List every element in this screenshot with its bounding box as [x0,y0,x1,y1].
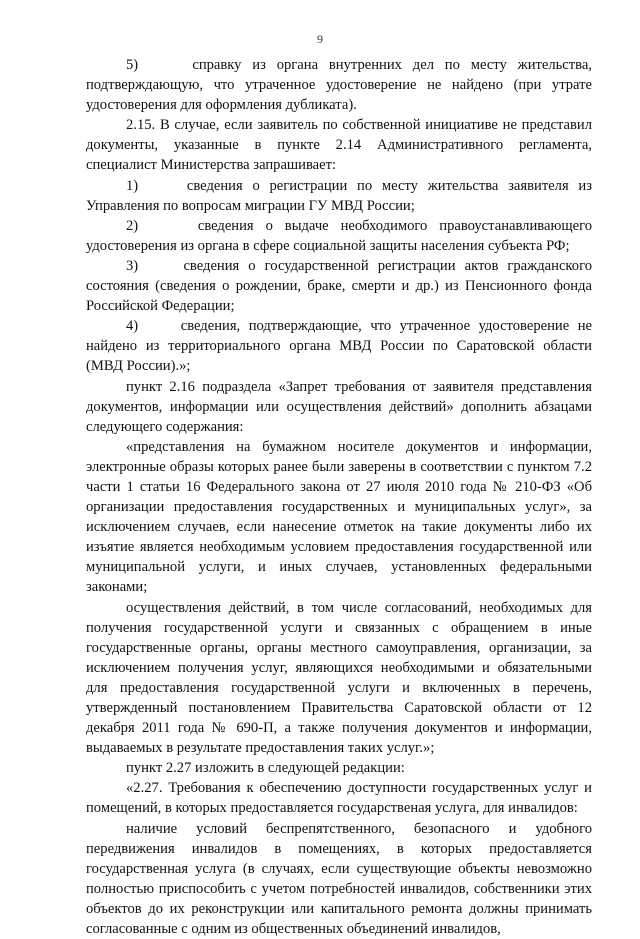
paragraph-accessibility-conditions: наличие условий беспрепятственного, безопасного и удобного передвижения инвалидов в помещениях, в которых предоставляется государственная услуга (в случаях, если существующие объекты невозможно полностью приспособить с учетом потребностей инвалидов, собственники этих объектов до их реконструкции или капитального ремонта должны принимать согласованные с одним из общественных объединений инвалидов, [86,820,592,938]
paragraph-clause-2-16: пункт 2.16 подраздела «Запрет требования от заявителя представления документов, информации или осуществления действий» дополнить абзацами следующего содержания: [86,378,592,435]
paragraph-paper-documents: «представления на бумажном носителе документов и информации, электронные образы которых ранее были заверены в соответствии с пунктом 7.2 части 1 статьи 16 Федерального закона от 27 июля 2010 года № 210-ФЗ «Об организации предоставления государственных и муниципальных услуг», за исключением случаев, если нанесение отметок на такие документы либо их изъятие является необходимым условием предоставления государственной или муниципальной услуги, и иных случаев, установленных федеральными законами; [86,438,592,596]
paragraph-item-3-civil-status: 3) сведения о государственной регистрации актов гражданского состояния (сведения о рождении, браке, смерти и др.) из Пенсионного фонда Российской Федерации; [86,257,592,315]
paragraph-2-15: 2.15. В случае, если заявитель по собственной инициативе не представил документы, указанные в пункте 2.14 Административного регламента, специалист Министерства запрашивает: [86,117,592,174]
paragraph-item-4-lost-certificate: 4) сведения, подтверждающие, что утраченное удостоверение не найдено из территориального органа МВД России по Саратовской области (МВД России).»; [86,318,592,375]
paragraph-clause-2-27-intro: пункт 2.27 изложить в следующей редакции: [126,760,405,777]
paragraph-item-5-police-certificate: 5) справку из органа внутренних дел по месту жительства, подтверждающую, что утраченное удостоверение не найдено (при утрате удостоверения для оформления дубликата). [86,57,592,114]
paragraph-actions-approvals: осуществления действий, в том числе согласований, необходимых для получения государственной услуги и связанных с обращением в иные государственные органы, органы местного самоуправления, организации, за исключением получения услуг, являющихся необходимыми и обязательными для предоставления государственной услуги и включенных в перечень, утвержденный постановлением Правительства Саратовской области от 12 декабря 2011 года № 690-П, а также получения документов и информации, выдаваемых в результате предоставления таких услуг.»; [86,599,592,757]
document-body [86,55,592,939]
paragraph-item-1-registration: 1) сведения о регистрации по месту жительства заявителя из Управления по вопросам миграции ГУ МВД России; [86,177,592,214]
paragraph-2-27-requirements: «2.27. Требования к обеспечению доступности государственных услуг и помещений, в которых предоставляется государственая услуга, для инвалидов: [86,780,592,817]
paragraph-item-2-certificate-issue: 2) сведения о выдаче необходимого правоустанавливающего удостоверения из органа в сфере социальной защиты населения субъекта РФ; [86,217,592,254]
page-number: 9 [317,32,323,46]
